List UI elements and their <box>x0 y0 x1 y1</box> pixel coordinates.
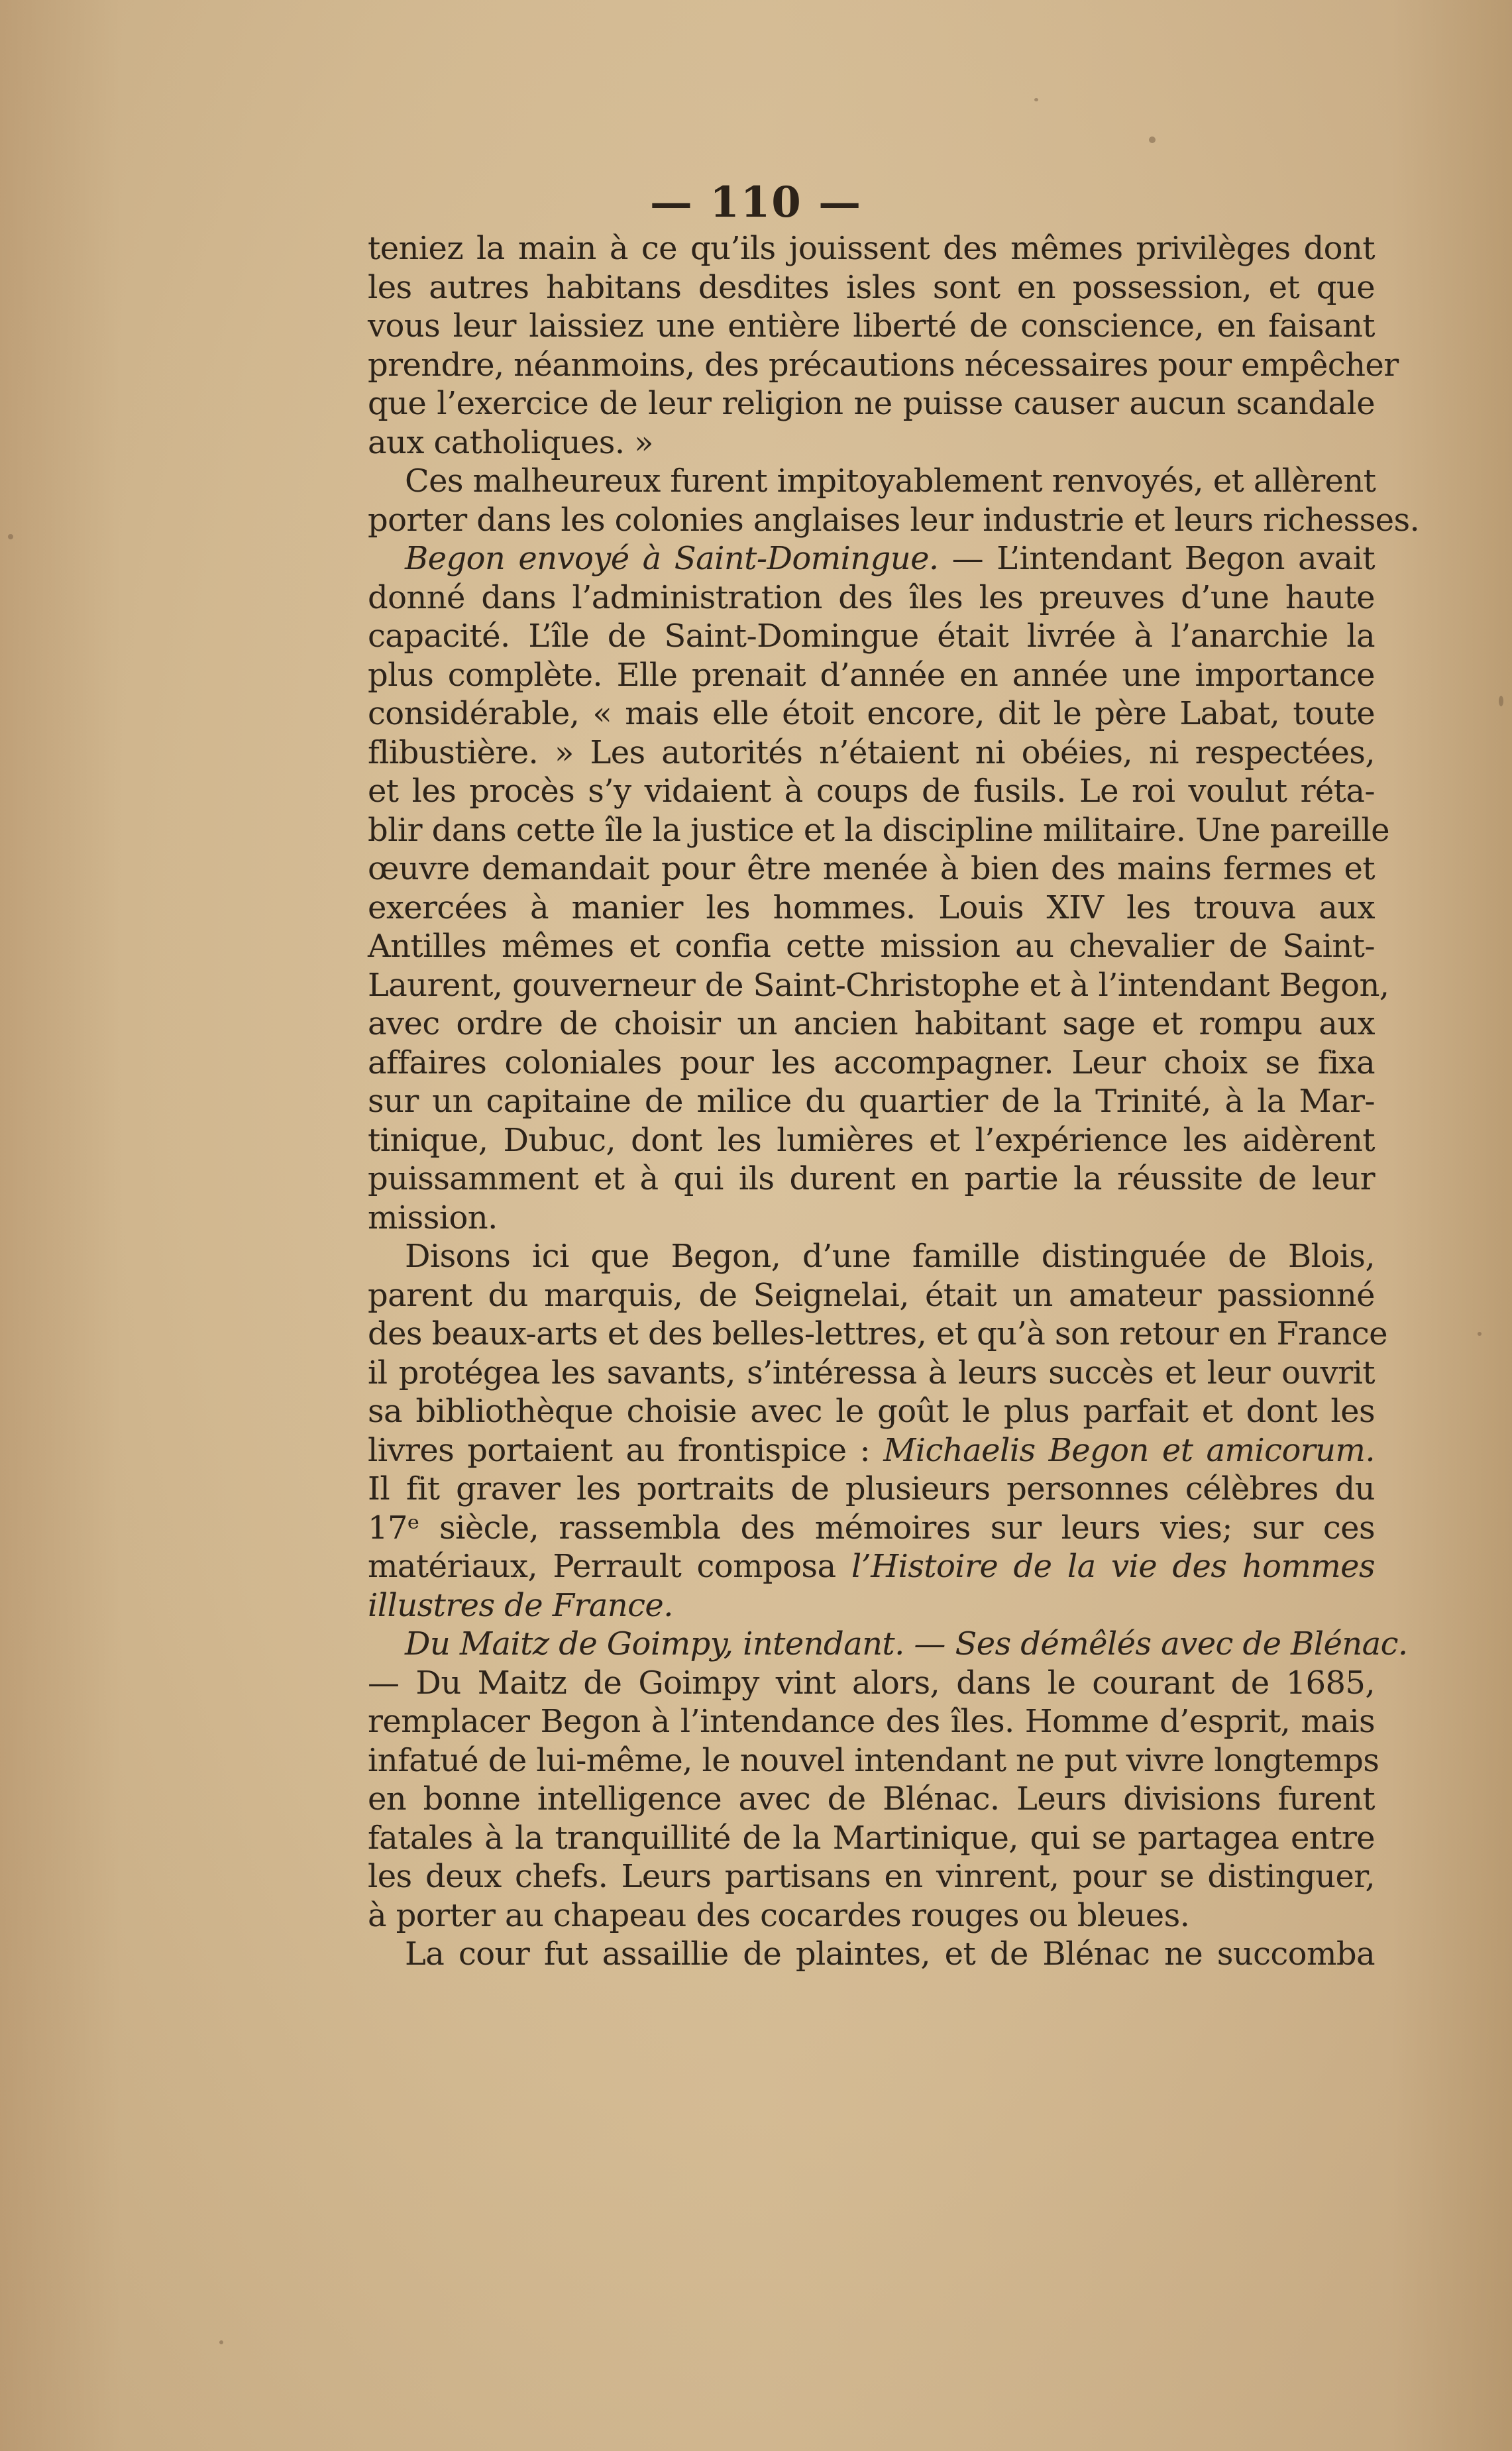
text-run: livres portaient au frontispice : <box>368 1431 884 1469</box>
text-run: plus complète. Elle prenait d’année en année une importance <box>368 656 1375 694</box>
text-line <box>368 1431 1375 1470</box>
text-line <box>368 268 1375 307</box>
text-run: Antilles mêmes et confia cette mission au chevalier de Saint- <box>368 928 1375 965</box>
text-line <box>368 578 1375 618</box>
text-line <box>368 462 1375 501</box>
text-run: avec ordre de choisir un ancien habitant sage et rompu aux <box>368 1005 1375 1042</box>
text-line <box>368 1237 1375 1276</box>
text-line <box>368 1121 1375 1160</box>
page-number: — 110 — <box>649 178 863 227</box>
text-run: infatué de lui-même, le nouvel intendant ne put vivre longtemps <box>368 1741 1379 1779</box>
text-line <box>368 617 1375 656</box>
text-line <box>368 927 1375 966</box>
text-line <box>368 501 1420 540</box>
text-line <box>368 423 1375 463</box>
text-run: 17ᵉ siècle, rassembla des mémoires sur leurs vies; sur ces <box>368 1509 1375 1547</box>
text-run: — L’intendant Begon avait <box>938 540 1375 577</box>
ink-speck <box>1149 136 1156 143</box>
body-text <box>368 229 1420 1974</box>
ink-speck <box>1499 696 1503 706</box>
text-run: fatales à la tranquillité de la Martinique, qui se partagea entre <box>368 1819 1375 1857</box>
text-run: matériaux, Perrault composa <box>368 1548 851 1585</box>
text-run: blir dans cette île la justice et la discipline militaire. Une pareille <box>368 811 1389 849</box>
text-line <box>368 734 1375 773</box>
text-run: les deux chefs. Leurs partisans en vinrent, pour se distinguer, <box>368 1858 1375 1895</box>
text-line <box>368 1470 1375 1509</box>
ink-speck <box>219 2340 223 2344</box>
text-line <box>368 229 1375 268</box>
text-run: aux catholiques. » <box>368 423 653 461</box>
text-line <box>368 1005 1375 1044</box>
text-line <box>368 811 1389 850</box>
text-line <box>368 1315 1387 1354</box>
text-line <box>368 1276 1375 1315</box>
text-line <box>368 1199 1375 1238</box>
text-run: Laurent, gouverneur de Saint-Christophe et à l’intendant Begon, <box>368 966 1389 1004</box>
text-line <box>368 772 1375 811</box>
text-run: Il fit graver les portraits de plusieurs personnes célèbres du <box>368 1470 1375 1507</box>
text-line <box>368 1819 1375 1858</box>
text-line <box>368 1509 1375 1548</box>
text-line <box>368 694 1375 734</box>
text-run: La cour fut assaillie de plaintes, et de Blénac ne succomba <box>405 1935 1375 1973</box>
text-line <box>368 1547 1375 1586</box>
text-line <box>368 1857 1375 1896</box>
italic-text: illustres de France. <box>368 1586 673 1624</box>
text-line <box>368 1702 1375 1741</box>
text-line <box>368 1780 1375 1819</box>
text-run: remplacer Begon à l’intendance des îles. Homme d’esprit, mais <box>368 1703 1375 1740</box>
text-run: que l’exercice de leur religion ne puisse causer aucun scandale <box>368 385 1375 422</box>
text-run: Ces malheureux furent impitoyablement renvoyés, et allèrent <box>405 463 1376 500</box>
text-run: prendre, néanmoins, des précautions nécessaires pour empêcher <box>368 346 1399 384</box>
text-line <box>368 1664 1375 1703</box>
text-run: teniez la main à ce qu’ils jouissent des mêmes privilèges dont <box>368 230 1375 267</box>
text-run: donné dans l’administration des îles les preuves d’une haute <box>368 578 1375 616</box>
text-line <box>368 1935 1375 1974</box>
text-line <box>368 307 1375 346</box>
text-run: en bonne intelligence avec de Blénac. Leurs divisions furent <box>368 1780 1375 1818</box>
text-line <box>368 384 1375 423</box>
text-line <box>368 966 1389 1005</box>
text-line <box>368 539 1375 578</box>
italic-text: Du Maitz de Goimpy, intendant. — Ses démêlés avec de Blénac. <box>405 1625 1408 1662</box>
text-run: considérable, « mais elle étoit encore, dit le père Labat, toute <box>368 695 1375 732</box>
text-run: capacité. L’île de Saint-Domingue était livrée à l’anarchie la <box>368 618 1375 655</box>
text-line <box>368 1082 1375 1121</box>
text-run: vous leur laissiez une entière liberté de conscience, en faisant <box>368 307 1375 345</box>
text-run: porter dans les colonies anglaises leur industrie et leurs richesses. <box>368 501 1420 539</box>
text-line <box>368 656 1375 695</box>
text-line <box>368 1896 1375 1935</box>
text-line <box>368 346 1399 385</box>
ink-speck <box>1478 1332 1482 1336</box>
ink-speck <box>1034 98 1038 101</box>
text-run: les autres habitans desdites isles sont en possession, et que <box>368 268 1375 306</box>
ink-speck <box>8 534 13 539</box>
text-run: mission. <box>368 1199 498 1236</box>
text-run: Disons ici que Begon, d’une famille distinguée de Blois, <box>405 1238 1375 1275</box>
text-run: à porter au chapeau des cocardes rouges ou bleues. <box>368 1896 1190 1934</box>
text-run: flibustière. » Les autorités n’étaient ni obéies, ni respectées, <box>368 734 1375 771</box>
text-run: parent du marquis, de Seignelai, était un amateur passionné <box>368 1276 1375 1314</box>
text-run: œuvre demandait pour être menée à bien des mains fermes et <box>368 850 1375 887</box>
text-run: sa bibliothèque choisie avec le goût le plus parfait et dont les <box>368 1393 1375 1430</box>
text-line <box>368 889 1375 928</box>
text-line <box>368 1392 1375 1431</box>
italic-text: Begon envoyé à Saint-Domingue. <box>405 540 939 577</box>
text-run: puissamment et à qui ils durent en partie la réussite de leur <box>368 1160 1375 1197</box>
text-run: et les procès s’y vidaient à coups de fusils. Le roi voulut réta- <box>368 773 1375 810</box>
text-line <box>368 1741 1379 1780</box>
text-run: il protégea les savants, s’intéressa à leurs succès et leur ouvrit <box>368 1354 1375 1391</box>
italic-text: Michaelis Begon et amicorum. <box>883 1431 1375 1469</box>
text-run: affaires coloniales pour les accompagner. Leur choix se fixa <box>368 1044 1375 1081</box>
text-line <box>368 1625 1408 1664</box>
text-run: exercées à manier les hommes. Louis XIV les trouva aux <box>368 889 1375 926</box>
text-line <box>368 1160 1375 1199</box>
text-line <box>368 1354 1375 1393</box>
text-run: des beaux-arts et des belles-lettres, et qu’à son retour en France <box>368 1315 1387 1352</box>
text-line <box>368 1044 1375 1083</box>
text-run: sur un capitaine de milice du quartier de la Trinité, à la Mar- <box>368 1083 1375 1120</box>
text-line <box>368 849 1375 889</box>
italic-text: l’Histoire de la vie des hommes <box>851 1548 1375 1585</box>
text-line <box>368 1586 1375 1625</box>
text-run: tinique, Dubuc, dont les lumières et l’expérience les aidèrent <box>368 1121 1375 1159</box>
text-run: — Du Maitz de Goimpy vint alors, dans le courant de 1685, <box>368 1664 1375 1702</box>
